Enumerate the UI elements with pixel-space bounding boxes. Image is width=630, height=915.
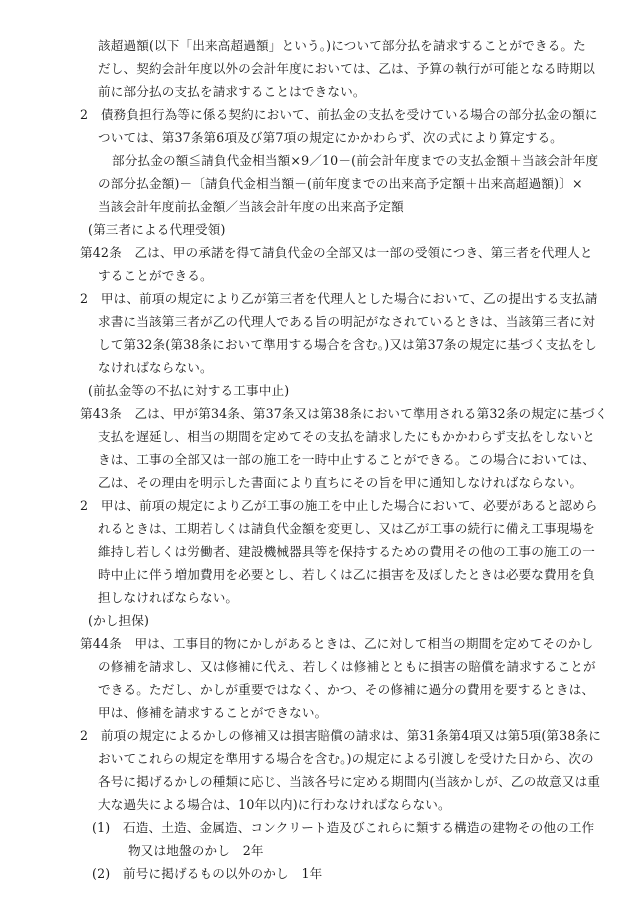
text-line: 該超過額(以下「出来高超過額」という。)について部分払を請求することができる。た [98, 38, 586, 53]
text-line: 甲は、修補を請求することができない。 [98, 705, 328, 720]
section-heading: (前払金等の不払に対する工事中止) [88, 383, 290, 398]
text-line: なければならない。 [98, 360, 213, 375]
text-line: 求書に当該第三者が乙の代理人である旨の明記がなされているときは、当該第三者に対 [98, 314, 596, 329]
section-heading: (かし担保) [88, 613, 150, 628]
formula-line: 当該会計年度前払金額／当該会計年度の出来高予定額 [98, 199, 404, 214]
text-line: 支払を遅延し、相当の期間を定めてその支払を請求したにもかかわらず支払をしないと [98, 429, 596, 444]
text-line: れるときは、工期若しくは請負代金額を変更し、又は乙が工事の続行に備え工事現場を [98, 521, 596, 536]
text-line: 大な過失による場合は、10年以内)に行わなければならない。 [98, 797, 451, 812]
text-line: 担しなければならない。 [98, 590, 239, 605]
text-line: 物又は地盤のかし 2年 [128, 843, 264, 858]
paragraph-2: 2 前項の規定によるかしの修補又は損害賠償の請求は、第31条第4項又は第5項(第38条に [80, 728, 601, 743]
text-line: 時中止に伴う増加費用を必要とし、若しくは乙に損害を及ぼしたときは必要な費用を負 [98, 567, 596, 582]
text-line: だし、契約会計年度以外の会計年度においては、乙は、予算の執行が可能となる時期以 [98, 61, 596, 76]
text-line: 前に部分払の支払を請求することはできない。 [98, 84, 366, 99]
text-line: 各号に掲げるかしの種類に応じ、当該各号に定める期間内(当該かしが、乙の故意又は重 [98, 774, 601, 789]
article-44: 第44条 甲は、工事目的物にかしがあるときは、乙に対して相当の期間を定めてそのかし [80, 636, 594, 651]
section-heading: (第三者による代理受領) [88, 222, 226, 237]
formula-line: の部分払金額)－〔請負代金相当額－(前年度までの出来高予定額＋出来高超過額)〕× [98, 176, 583, 191]
text-line: きは、工事の全部又は一部の施工を一時中止することができる。この場合においては、 [98, 452, 596, 467]
article-43: 第43条 乙は、甲が第34条、第37条又は第38条において準用される第32条の規定に基づく [80, 406, 608, 421]
article-42: 第42条 乙は、甲の承諾を得て請負代金の全部又は一部の受領につき、第三者を代理人と [80, 245, 593, 260]
paragraph-2: 2 債務負担行為等に係る契約において、前払金の支払を受けている場合の部分払金の額に [80, 107, 598, 122]
text-line: の修補を請求し、又は修補に代え、若しくは修補とともに損害の賠償を請求することが [98, 659, 596, 674]
text-line: ついては、第37条第6項及び第7項の規定にかかわらず、次の式により算定する。 [98, 130, 563, 145]
paragraph-2: 2 甲は、前項の規定により乙が第三者を代理人とした場合において、乙の提出する支払請 [80, 291, 598, 306]
paragraph-2: 2 甲は、前項の規定により乙が工事の施工を中止した場合において、必要があると認めら [80, 498, 598, 513]
formula-line: 部分払金の額≦請負代金相当額×9／10－(前会計年度までの支払金額＋当該会計年度 [112, 153, 599, 168]
item-1: (1) 石造、土造、金属造、コンクリート造及びこれらに類する構造の建物その他の工作 [92, 820, 595, 835]
text-line: して第32条(第38条において準用する場合を含む。)又は第37条の規定に基づく支払をし [98, 337, 597, 352]
text-line: できる。ただし、かしが重要ではなく、かつ、その修補に過分の費用を要するときは、 [98, 682, 595, 697]
text-line: することができる。 [98, 268, 213, 283]
item-2: (2) 前号に掲げるもの以外のかし 1年 [92, 866, 323, 881]
text-line: 維持し若しくは労働者、建設機械器具等を保持するための費用その他の工事の施工の一 [98, 544, 596, 559]
text-line: 乙は、その理由を明示した書面により直ちにその旨を甲に通知しなければならない。 [98, 475, 583, 490]
text-line: おいてこれらの規定を準用する場合を含む。)の規定による引渡しを受けた日から、次の [98, 751, 594, 766]
